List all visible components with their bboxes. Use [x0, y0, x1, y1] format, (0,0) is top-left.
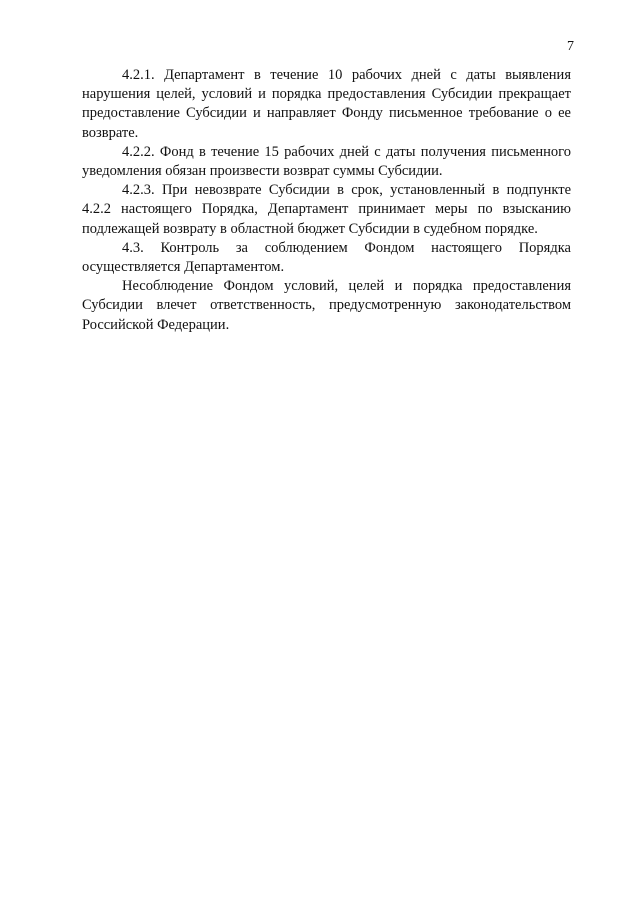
page-number: 7: [567, 39, 574, 54]
paragraph-4-3: 4.3. Контроль за соблюдением Фондом настоящего Порядка осуществляется Департаментом.: [82, 239, 571, 276]
paragraph-liability: Несоблюдение Фондом условий, целей и порядка предоставления Субсидии влечет ответственность, предусмотренную законодательством Российской Федерации.: [82, 278, 571, 333]
paragraph-4-2-2: 4.2.2. Фонд в течение 15 рабочих дней с даты получения письменного уведомления обязан произвести возврат суммы Субсидии.: [82, 143, 571, 180]
paragraph-4-2-1: 4.2.1. Департамент в течение 10 рабочих дней с даты выявления нарушения целей, условий и порядка предоставления Субсидии прекращает предоставление Субсидии и направляет Фонду письменное требование о ее возврате.: [82, 67, 571, 141]
paragraph-4-2-3: 4.2.3. При невозврате Субсидии в срок, установленный в подпункте 4.2.2 настоящего Порядка, Департамент принимает меры по взысканию подлежащей возврату в областной бюджет Субсидии в судебном порядке.: [82, 182, 571, 237]
document-body: [82, 66, 571, 335]
